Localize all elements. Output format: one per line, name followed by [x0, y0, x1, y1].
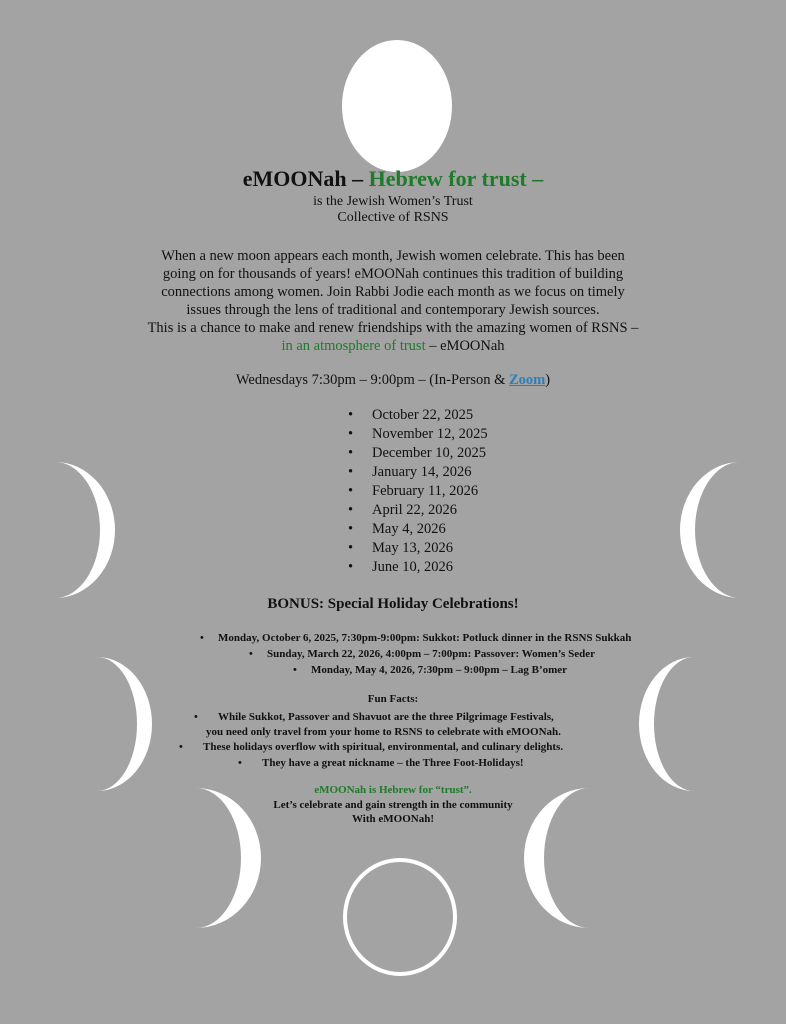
crescent-moon-icon [97, 657, 152, 791]
intro-line: going on for thousands of years! eMOONah continues this tradition of building [162, 266, 624, 282]
intro-line: This is a chance to make and renew friendships with the amazing women of RSNS – [147, 320, 639, 336]
date-item: • December 10, 2025 [348, 444, 488, 463]
dates-list [348, 406, 488, 577]
schedule-suffix: ) [545, 372, 551, 388]
intro-line: When a new moon appears each month, Jewish women celebrate. This has been [161, 248, 625, 264]
closing-line: With eMOONah! [352, 813, 434, 825]
subtitle-line: Collective of RSNS [337, 210, 449, 225]
subtitle [0, 194, 786, 226]
intro-green-text: in an atmosphere of trust [281, 338, 426, 354]
fun-fact-item: • While Sukkot, Passover and Shavuot are the three Pilgrimage Festivals, [218, 709, 554, 725]
title-dash: – [346, 166, 369, 191]
new-moon-icon [345, 860, 455, 974]
closing-line: Let’s celebrate and gain strength in the community [273, 798, 513, 811]
date-item: • November 12, 2025 [348, 425, 488, 444]
crescent-moon-icon [55, 462, 115, 598]
crescent-moon-icon [639, 657, 694, 791]
date-item: • May 4, 2026 [348, 520, 488, 539]
date-item: • June 10, 2026 [348, 558, 488, 577]
closing-message [0, 783, 786, 827]
page-title [0, 165, 786, 193]
title-green: Hebrew for trust – [368, 166, 544, 191]
intro-rest-text: – eMOONah [425, 338, 505, 354]
date-item: • February 11, 2026 [348, 482, 488, 501]
intro-line: issues through the lens of traditional and contemporary Jewish sources. [186, 302, 600, 318]
fun-fact-item: • These holidays overflow with spiritual, environmental, and culinary delights. [203, 739, 563, 755]
fun-facts-title: Fun Facts: [367, 693, 419, 705]
date-item: • May 13, 2026 [348, 539, 488, 558]
date-item: • January 14, 2026 [348, 463, 488, 482]
full-moon-icon [342, 40, 452, 172]
bonus-title: BONUS: Special Holiday Celebrations! [267, 596, 519, 612]
holiday-item: • Monday, October 6, 2025, 7:30pm-9:00pm: Sukkot: Potluck dinner in the RSNS Sukkah [218, 630, 631, 646]
date-item: • October 22, 2025 [348, 406, 488, 425]
intro-line: connections among women. Join Rabbi Jodie each month as we focus on timely [161, 284, 625, 300]
title-main: eMOONah [242, 166, 347, 191]
intro-line [0, 337, 786, 355]
closing-line: eMOONah is Hebrew for “trust”. [314, 784, 472, 796]
fun-fact-continuation: you need only travel from your home to RSNS to celebrate with eMOONah. [206, 726, 561, 738]
fun-fact-item: • They have a great nickname – the Three Foot-Holidays! [262, 755, 524, 771]
schedule-prefix: Wednesdays 7:30pm – 9:00pm – (In-Person & [235, 372, 509, 388]
subtitle-line: is the Jewish Women’s Trust [313, 194, 473, 209]
holiday-item: • Sunday, March 22, 2026, 4:00pm – 7:00pm: Passover: Women’s Seder [267, 646, 595, 662]
zoom-link[interactable]: Zoom [509, 372, 546, 388]
holiday-item: • Monday, May 4, 2026, 7:30pm – 9:00pm – Lag B’omer [311, 662, 567, 678]
date-item: • April 22, 2026 [348, 501, 488, 520]
crescent-moon-icon [680, 462, 740, 598]
schedule-line [0, 371, 786, 389]
intro-paragraph [0, 247, 786, 355]
